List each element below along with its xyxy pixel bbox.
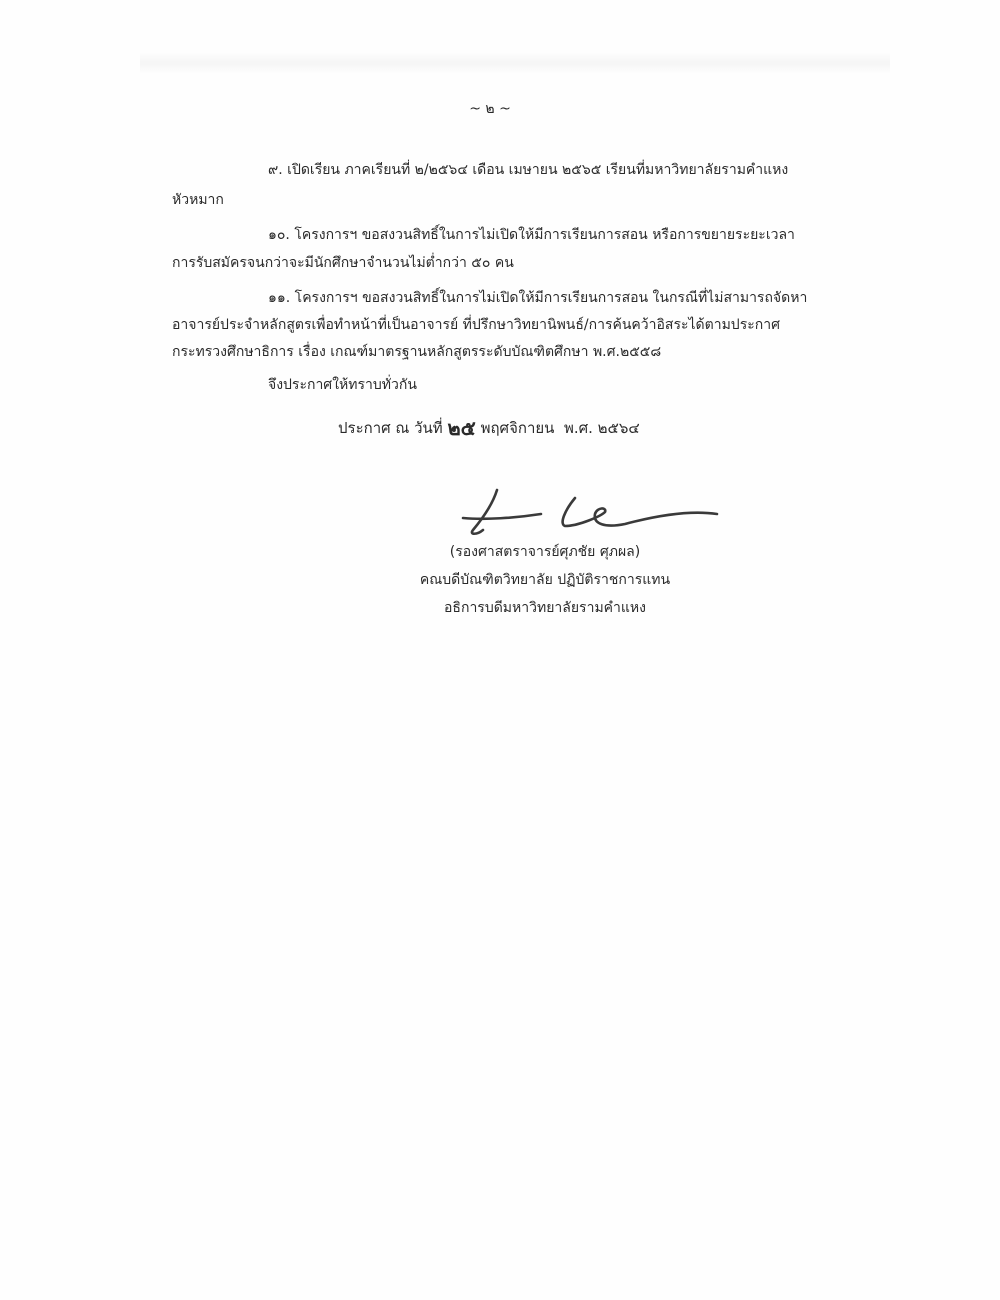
date-day: ๒๕ (447, 416, 476, 440)
scan-artifact (140, 52, 890, 74)
announcement-date (338, 418, 640, 438)
item-11-line-3: กระทรวงศึกษาธิการ เรื่อง เกณฑ์มาตรฐานหลักสูตรระดับบัณฑิตศึกษา พ.ศ.๒๕๕๘ (172, 344, 662, 360)
item-10-line-1: ๑๐. โครงการฯ ขอสงวนสิทธิ์ในการไม่เปิดให้มีการเรียนการสอน หรือการขยายระยะเวลา (268, 227, 795, 243)
item-11-line-1: ๑๑. โครงการฯ ขอสงวนสิทธิ์ในการไม่เปิดให้มีการเรียนการสอน ในกรณีที่ไม่สามารถจัดหา (268, 290, 808, 306)
date-month: พฤศจิกายน (480, 419, 555, 437)
date-prefix: ประกาศ ณ วันที่ (338, 419, 443, 437)
page-number: ~ ๒ ~ (469, 101, 511, 117)
date-year: พ.ศ. ๒๕๖๔ (563, 419, 640, 437)
item-9-line-1: ๙. เปิดเรียน ภาคเรียนที่ ๒/๒๕๖๔ เดือน เมษายน ๒๕๖๕ เรียนที่มหาวิทยาลัยรามคำแหง (268, 162, 789, 178)
item-10-line-2: การรับสมัครจนกว่าจะมีนักศึกษาจำนวนไม่ต่ำกว่า ๕๐ คน (172, 255, 514, 271)
signatory-name: (รองศาสตราจารย์ศุภชัย ศุภผล) (449, 544, 641, 560)
item-11-line-2: อาจารย์ประจำหลักสูตรเพื่อทำหน้าที่เป็นอาจารย์ ที่ปรึกษาวิทยานิพนธ์/การค้นคว้าอิสระได้ตามประกาศ (172, 317, 780, 333)
item-9-line-2: หัวหมาก (172, 192, 224, 208)
closing-text: จึงประกาศให้ทราบทั่วกัน (268, 377, 417, 393)
handwritten-signature (455, 478, 725, 548)
signatory-position-2: อธิการบดีมหาวิทยาลัยรามคำแหง (444, 600, 646, 616)
signatory-position-1: คณบดีบัณฑิตวิทยาลัย ปฏิบัติราชการแทน (419, 572, 671, 588)
